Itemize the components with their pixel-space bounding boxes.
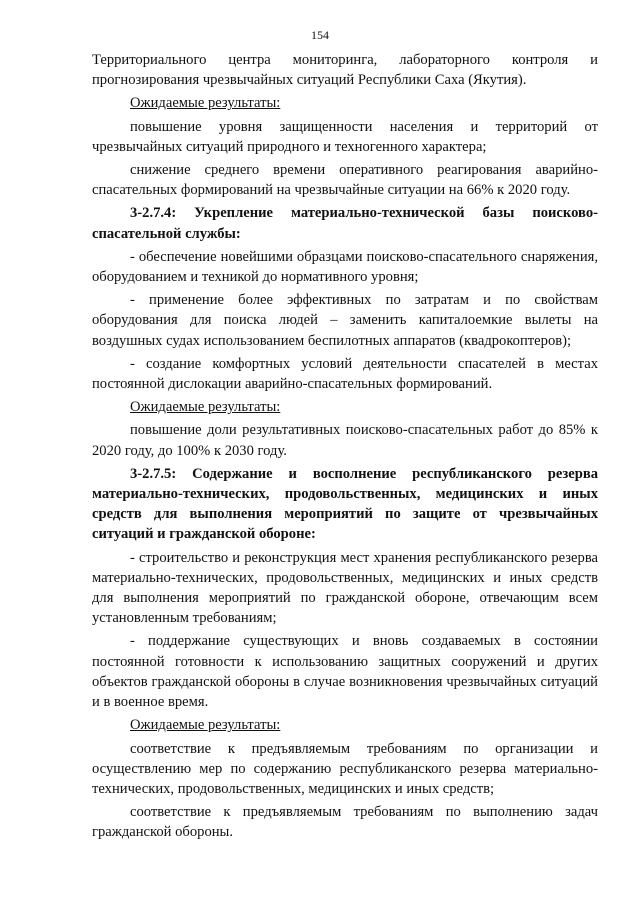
paragraph-intro: Территориального центра мониторинга, лабораторного контроля и прогнозирования чрезвычайных ситуаций Республики Саха (Якутия). xyxy=(92,52,598,89)
result-item: повышение доли результативных поисково-спасательных работ до 85% к 2020 году, до 100% к 2030 году. xyxy=(92,422,598,459)
result-item: соответствие к предъявляемым требованиям по организации и осуществлению мер по содержанию республиканского резерва материально-технических, продовольственных, медицинских и иных средств; xyxy=(92,740,598,797)
document-body xyxy=(92,50,598,843)
result-item: повышение уровня защищенности населения и территорий от чрезвычайных ситуаций природного и техногенного характера; xyxy=(92,118,598,155)
section-heading-3-2-7-4: 3-2.7.4: Укрепление материально-технической базы поисково-спасательной службы: xyxy=(92,205,598,242)
list-item: - создание комфортных условий деятельности спасателей в местах постоянной дислокации аварийно-спасательных формирований. xyxy=(92,355,598,393)
expected-results-heading: Ожидаемые результаты: xyxy=(130,399,281,416)
result-item: снижение среднего времени оперативного реагирования аварийно-спасательных формирований на чрезвычайные ситуации на 66% к 2020 году. xyxy=(92,162,598,199)
list-item: - поддержание существующих и вновь создаваемых в состоянии постоянной готовности к использованию защитных сооружений и других объектов гражданской обороны в случае возникновения чрезвычайных ситуаций и в военное время. xyxy=(92,633,598,711)
expected-results-heading: Ожидаемые результаты: xyxy=(130,717,281,734)
page-number: 154 xyxy=(311,28,329,42)
result-item: соответствие к предъявляемым требованиям по выполнению задач гражданской обороны. xyxy=(92,804,598,841)
list-item: - строительство и реконструкция мест хранения республиканского резерва материально-технических, продовольственных, медицинских и иных средств для выполнения мероприятий по гражданской обороне, отвечающим всем установленным требованиям; xyxy=(92,549,598,627)
expected-results-heading: Ожидаемые результаты: xyxy=(130,95,281,112)
list-item: - обеспечение новейшими образцами поисково-спасательного снаряжения, оборудованием и техникой до нормативного уровня; xyxy=(92,248,598,286)
section-heading-3-2-7-5: 3-2.7.5: Содержание и восполнение республиканского резерва материально-технических, продовольственных, медицинских и иных средств для выполнения мероприятий по защите от чрезвычайных ситуаций и гражданской обороне: xyxy=(92,465,598,543)
list-item: - применение более эффективных по затратам и по свойствам оборудования для поиска людей – заменить капиталоемкие вылеты на воздушных судах использованием беспилотных аппаратов (квадрокоптеров); xyxy=(92,292,598,349)
